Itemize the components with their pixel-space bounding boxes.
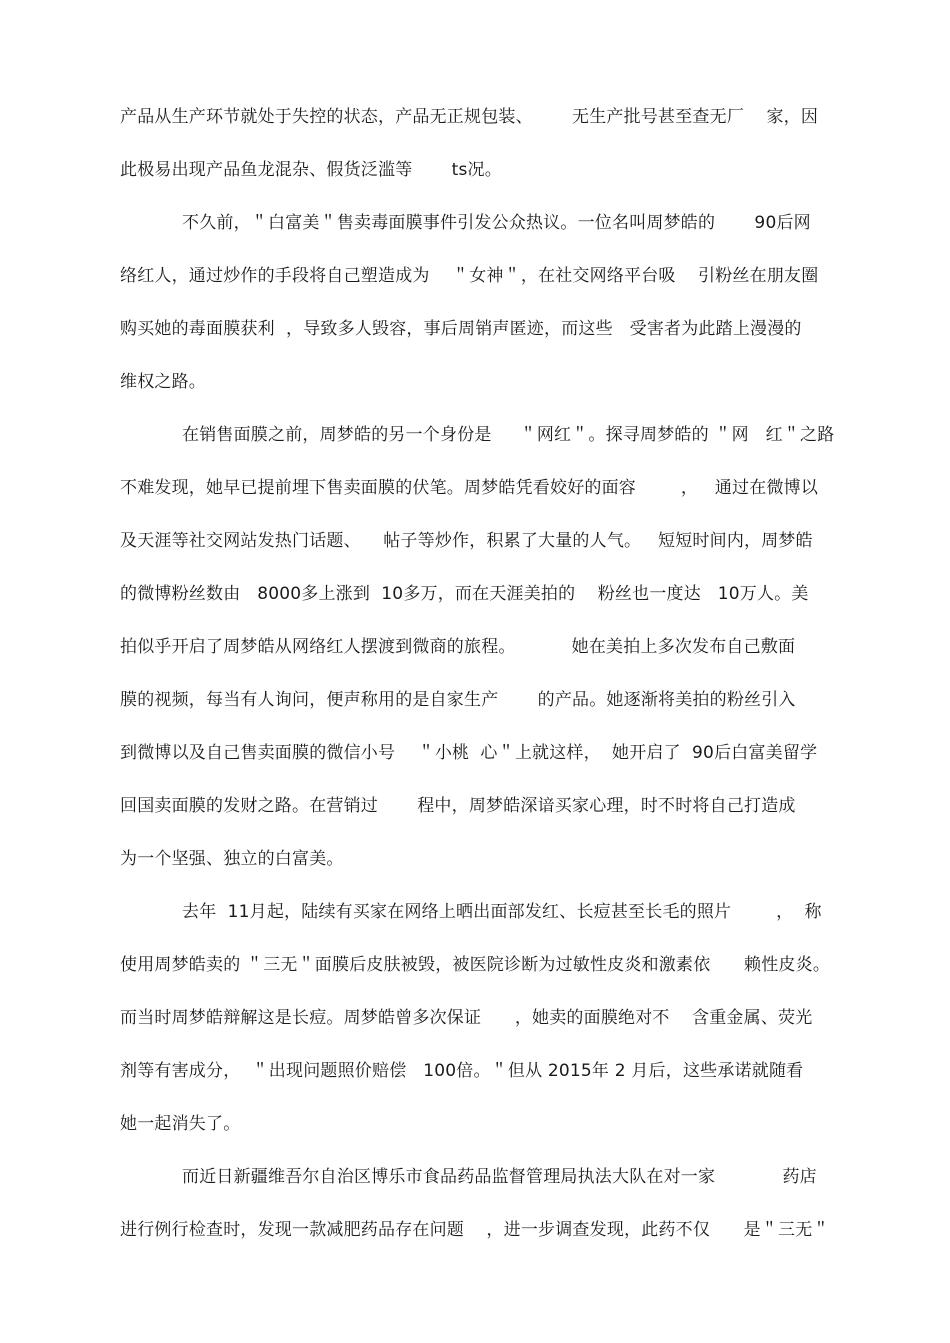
text-line: 进行例行检查时，发现一款减肥药品存在问题 ，进一步调查发现，此药不仅 是＂三无＂ [120,1220,830,1240]
text-line: 为一个坚强、独立的白富美。 [120,849,344,869]
text-line: 而当时周梦皓辩解这是长痘。周梦皓曾多次保证 ，她卖的面膜绝对不 含重金属、荧光 [120,1008,813,1028]
text-line: 回国卖面膜的发财之路。在营销过 程中，周梦皓深谙买家心理，时不时将自己打造成 [120,796,796,816]
paragraph-start-line: 不久前，＂白富美＂售卖毒面膜事件引发公众热议。一位名叫周梦皓的 90后网 [182,213,811,233]
text-line: 使用周梦皓卖的 ＂三无＂面膜后皮肤被毁，被医院诊断为过敏性皮炎和激素依 赖性皮炎。 [120,955,831,975]
text-line: 购买她的毒面膜获利 ，导致多人毁容，事后周销声匿迹，而这些 受害者为此踏上漫漫的 [120,319,802,339]
paragraph-start-line: 在销售面膜之前，周梦皓的另一个身份是 ＂网红＂。探寻周梦皓的 ＂网 红＂之路 [182,425,835,445]
text-line: 及天涯等社交网站发热门话题、 帖子等炒作，积累了大量的人气。 短短时间内，周梦皓 [120,531,813,551]
text-line: 剂等有害成分， ＂出现问题照价赔偿 100倍。＂但从 2015年 2 月后，这些承诺就随看 [120,1061,804,1081]
paragraph-start-line: 而近日新疆维吾尔自治区博乐市食品药品监督管理局执法大队在对一家 药店 [182,1167,817,1187]
text-line: 到微博以及自己售卖面膜的微信小号 ＂小桃 心＂上就这样， 她开启了 90后白富美留学 [120,743,818,763]
text-line: 拍似乎开启了周梦皓从网络红人摆渡到微商的旅程。 她在美拍上多次发布自己敷面 [120,637,796,657]
text-line: 她一起消失了。 [120,1114,241,1134]
paragraph-start-line: 去年 11月起，陆续有买家在网络上晒出面部发红、长痘甚至长毛的照片 ， 称 [182,902,822,922]
text-line: 的微博粉丝数由 8000多上涨到 10多万，而在天涯美拍的 粉丝也一度达 10万人。美 [120,584,809,604]
text-line: 维权之路。 [120,372,206,392]
text-line: 此极易出现产品鱼龙混杂、假货泛滥等 ts况。 [120,160,502,180]
text-line: 不难发现，她早已提前埋下售卖面膜的伏笔。周梦皓凭看姣好的面容 ， 通过在微博以 [120,478,819,498]
text-line: 产品从生产环节就处于失控的状态，产品无正规包装、 无生产批号甚至查无厂 家，因 [120,107,819,127]
text-line: 络红人，通过炒作的手段将自己塑造成为 ＂女神＂，在社交网络平台吸 引粉丝在朋友圈 [120,266,819,286]
text-line: 膜的视频，每当有人询问，便声称用的是自家生产 的产品。她逐渐将美拍的粉丝引入 [120,690,796,710]
